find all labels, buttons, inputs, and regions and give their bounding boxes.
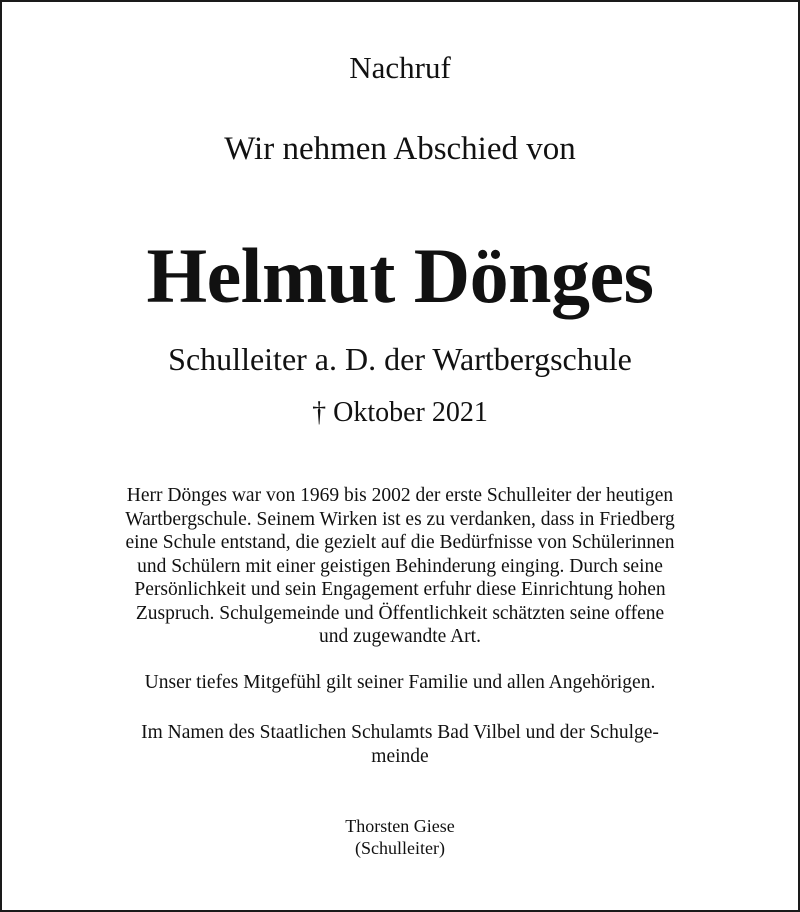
paragraph-line: und zugewandte Art.: [319, 626, 481, 647]
paragraph-line: Zuspruch. Schulgemeinde und Öffentlichkeit schätzten seine offene: [135, 602, 665, 624]
paragraph-line: Im Namen des Staatlichen Schulamts Bad Vilbel und der Schulge-: [141, 722, 659, 743]
signature-title: (Schulleiter): [355, 838, 445, 858]
signature-block: [0, 815, 800, 859]
paragraph-line: Herr Dönges war von 1969 bis 2002 der erste Schulleiter der heutigen: [126, 485, 674, 506]
notice-intro: Wir nehmen Abschied von: [224, 131, 576, 167]
paragraph-line: eine Schule entstand, die gezielt auf die Bedürfnisse von Schülerinnen: [125, 532, 675, 553]
death-date: † Oktober 2021: [312, 397, 488, 428]
paragraph-line: Wartbergschule. Seinem Wirken ist es zu verdanken, dass in Friedberg: [125, 508, 675, 530]
paragraph-line: meinde: [371, 745, 429, 767]
deceased-role: Schulleiter a. D. der Wartbergschule: [168, 341, 632, 377]
paragraph-line: und Schülern mit einer geistigen Behinderung einging. Durch seine: [137, 555, 663, 577]
paragraph-sympathy: [40, 671, 760, 695]
notice-heading: Nachruf: [349, 50, 451, 85]
signature-name: Thorsten Giese: [345, 816, 455, 836]
paragraph-line: Persönlichkeit und sein Engagement erfuhr diese Einrichtung hohen: [134, 579, 666, 600]
deceased-name: Helmut Dönges: [146, 232, 654, 319]
paragraph-behalf: [40, 721, 760, 768]
paragraph-line: Unser tiefes Mitgefühl gilt seiner Familie und allen Angehörigen.: [144, 672, 656, 693]
paragraph-main: [40, 484, 760, 649]
